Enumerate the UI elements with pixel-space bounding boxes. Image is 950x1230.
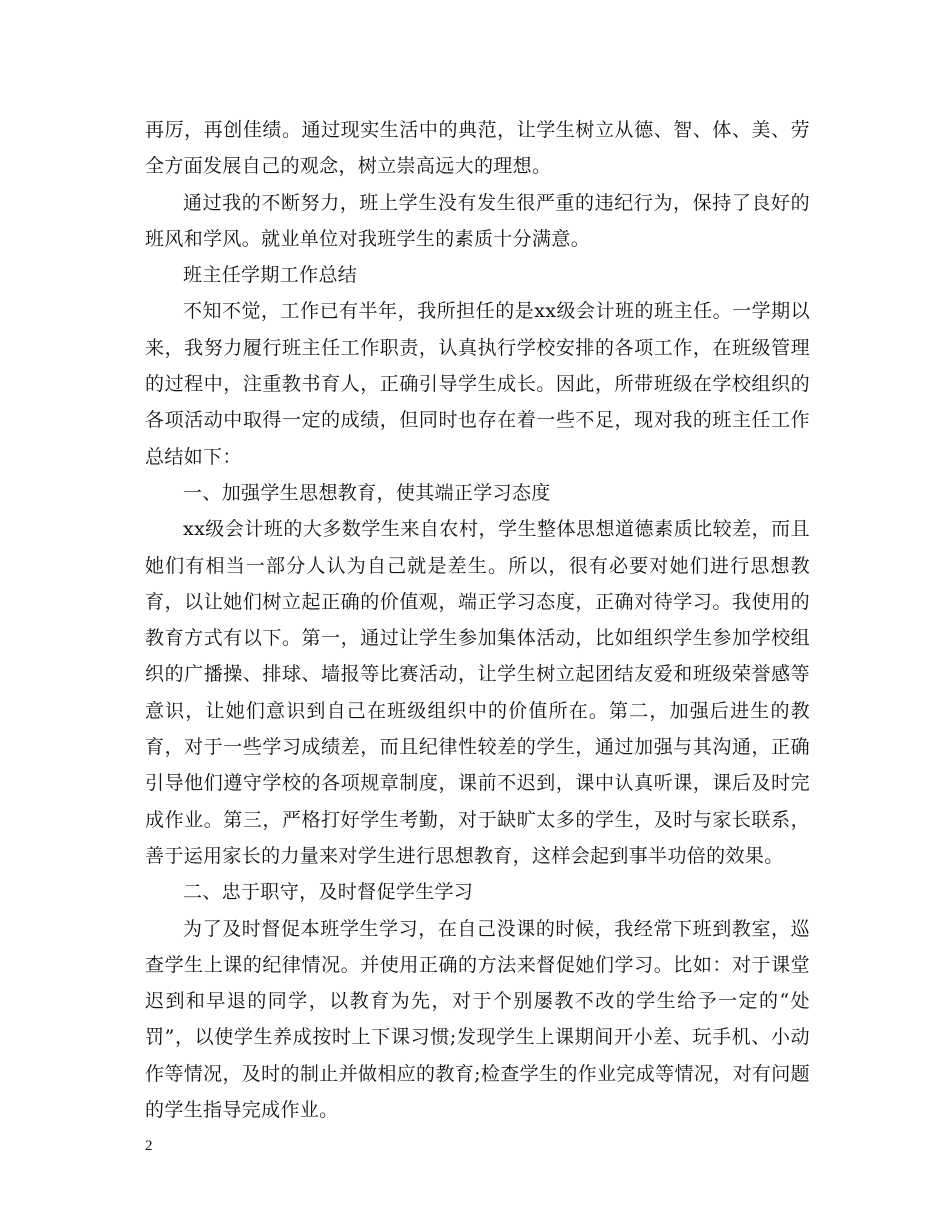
heading-part-one: 一、加强学生思想教育，使其端正学习态度 — [183, 481, 551, 504]
paragraph-1: 再厉，再创佳绩。通过现实生活中的典范，让学生树立从德、智、体、美、劳全方面发展自己的观念，树立崇高远大的理想。 — [145, 119, 810, 178]
paragraph-2: 通过我的不断努力，班上学生没有发生很严重的违纪行为，保持了良好的班风和学风。就业单位对我班学生的素质十分满意。 — [145, 191, 810, 250]
document-body — [145, 112, 810, 1128]
paragraph-intro: 不知不觉，工作已有半年，我所担任的是xx级会计班的班主任。一学期以来，我努力履行班主任工作职责，认真执行学校安排的各项工作，在班级管理的过程中，注重教书育人，正确引导学生成长。因此，所带班级在学校组织的各项活动中取得一定的成绩，但同时也存在着一些不足，现对我的班主任工作总结如下： — [145, 300, 810, 468]
page-number: 2 — [145, 1138, 153, 1154]
section-title: 班主任学期工作总结 — [183, 264, 358, 287]
heading-part-two: 二、忠于职守，及时督促学生学习 — [183, 881, 474, 904]
paragraph-part-two: 为了及时督促本班学生学习，在自己没课的时候，我经常下班到教室，巡查学生上课的纪律情况。并使用正确的方法来督促她们学习。比如：对于课堂迟到和早退的同学，以教育为先，对于个别屡教不改的学生给予一定的“处罚”，以使学生养成按时上下课习惯;发现学生上课期间开小差、玩手机、小动作等情况，及时的制止并做相应的教育;检查学生的作业完成等情况，对有问题的学生指导完成作业。 — [145, 917, 810, 1122]
paragraph-part-one: xx级会计班的大多数学生来自农村，学生整体思想道德素质比较差，而且她们有相当一部分人认为自己就是差生。所以，很有必要对她们进行思想教育，以让她们树立起正确的价值观，端正学习态度，正确对待学习。我使用的教育方式有以下。第一，通过让学生参加集体活动，比如组织学生参加学校组织的广播操、排球、墙报等比赛活动，让学生树立起团结友爱和班级荣誉感等意识，让她们意识到自己在班级组织中的价值所在。第二，加强后进生的教育，对于一些学习成绩差，而且纪律性较差的学生，通过加强与其沟通，正确引导他们遵守学校的各项规章制度，课前不迟到，课中认真听课，课后及时完成作业。第三，严格打好学生考勤，对于缺旷太多的学生，及时与家长联系，善于运用家长的力量来对学生进行思想教育，这样会起到事半功倍的效果。 — [145, 518, 810, 867]
